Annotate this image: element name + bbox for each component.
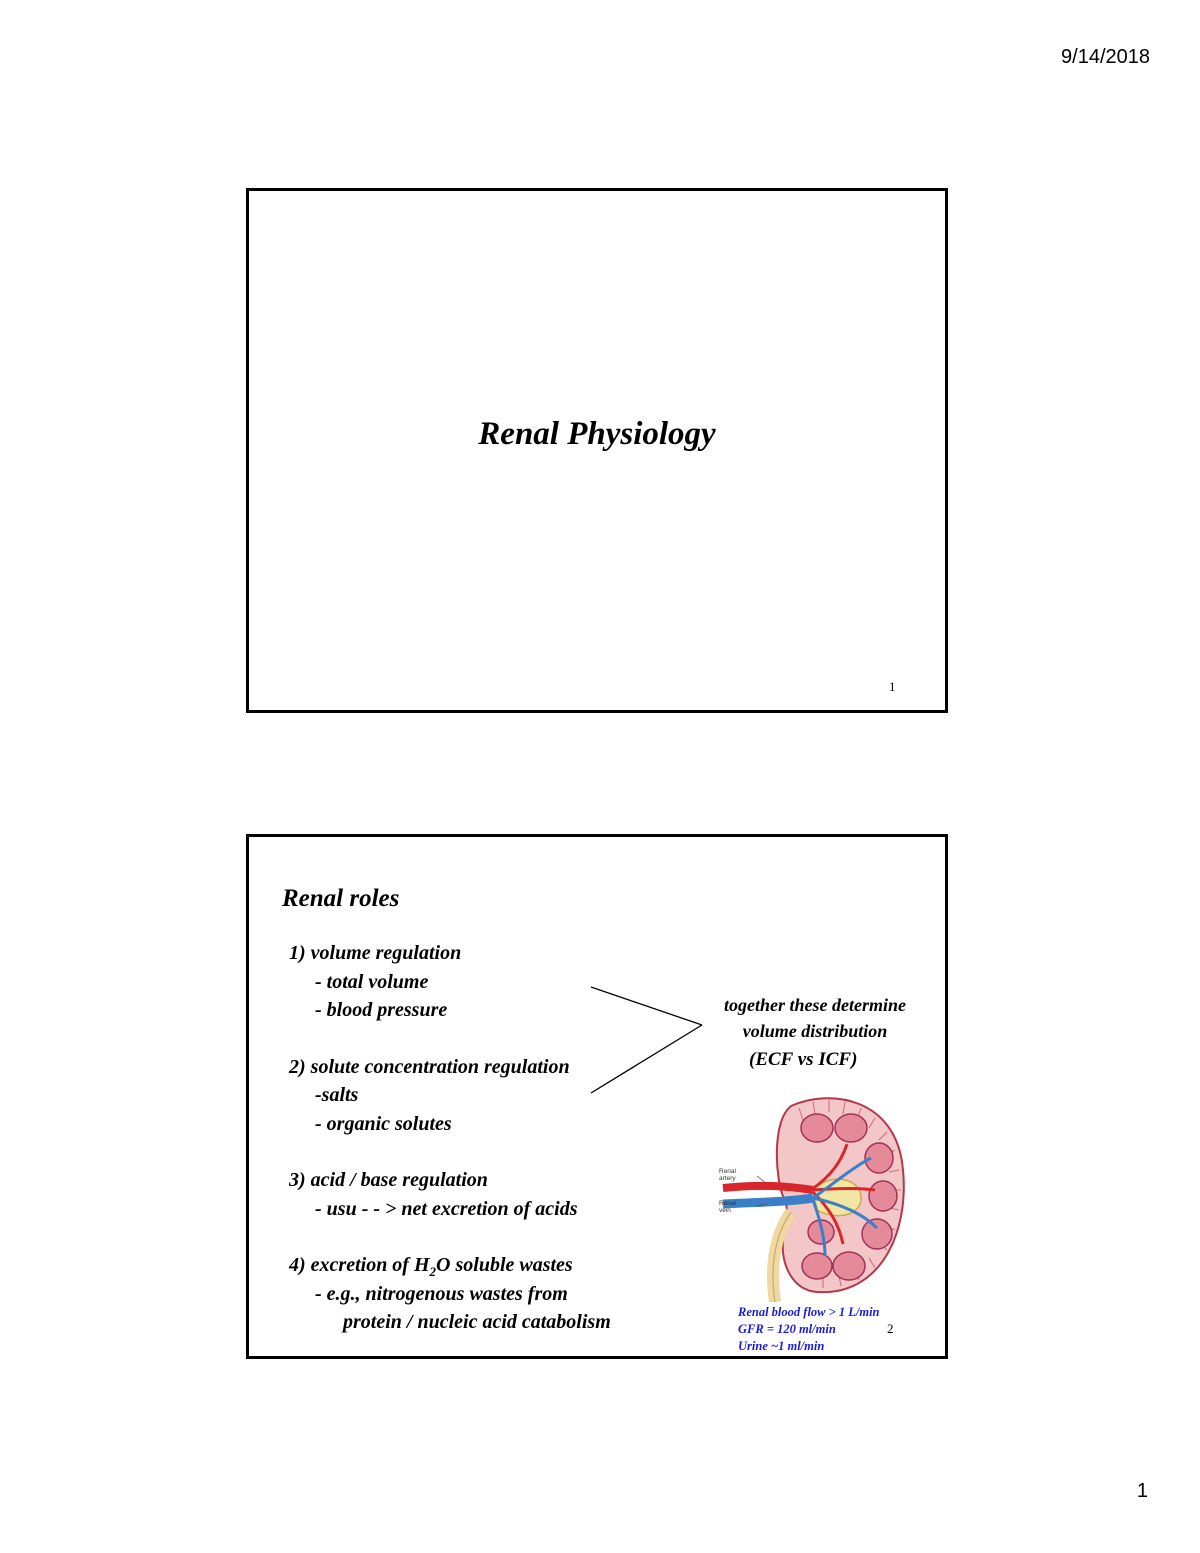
ecf-icf-label: (ECF vs ICF): [749, 1049, 858, 1070]
renal-blood-flow: Renal blood flow > 1 L/min: [738, 1305, 880, 1319]
gfr-value: GFR = 120 ml/min: [738, 1322, 836, 1336]
role-subitem: -salts: [315, 1084, 359, 1106]
slide-title: Renal roles: [282, 885, 400, 912]
role-item: 1) volume regulation: [289, 942, 462, 964]
role-item: 3) acid / base regulation: [289, 1169, 488, 1191]
slide-1: [246, 188, 948, 713]
renal-roles-list: [289, 939, 611, 1337]
role-subitem: - e.g., nitrogenous wastes from: [315, 1282, 568, 1305]
renal-vein-label: Renal vein: [719, 1200, 736, 1214]
role-subitem: - blood pressure: [315, 999, 448, 1021]
urine-value: Urine ~1 ml/min: [738, 1339, 825, 1353]
kidney-illustration: [721, 1092, 911, 1307]
role-subitem: - usu - - > net excretion of acids: [315, 1197, 578, 1220]
page-date: 9/14/2018: [1061, 46, 1150, 68]
grouping-lines: [589, 983, 709, 1099]
slide-number: 2: [887, 1321, 894, 1336]
role-subitem: - total volume: [315, 970, 429, 993]
slide-2: [246, 834, 948, 1359]
slide-title: Renal Physiology: [478, 416, 716, 452]
role-subitem: protein / nucleic acid catabolism: [343, 1311, 611, 1333]
role-subitem: - organic solutes: [315, 1112, 452, 1135]
page-number: 1: [1136, 1480, 1148, 1502]
renal-stats: [738, 1304, 880, 1355]
slide-number: 1: [889, 679, 896, 694]
renal-artery-label: Renal artery: [719, 1168, 736, 1182]
role-item: 4) excretion of $H_2O$ soluble wastes: [289, 1254, 573, 1279]
volume-distribution-note: together these determine volume distribution: [724, 995, 906, 1041]
role-item: 2) solute concentration regulation: [289, 1055, 570, 1078]
